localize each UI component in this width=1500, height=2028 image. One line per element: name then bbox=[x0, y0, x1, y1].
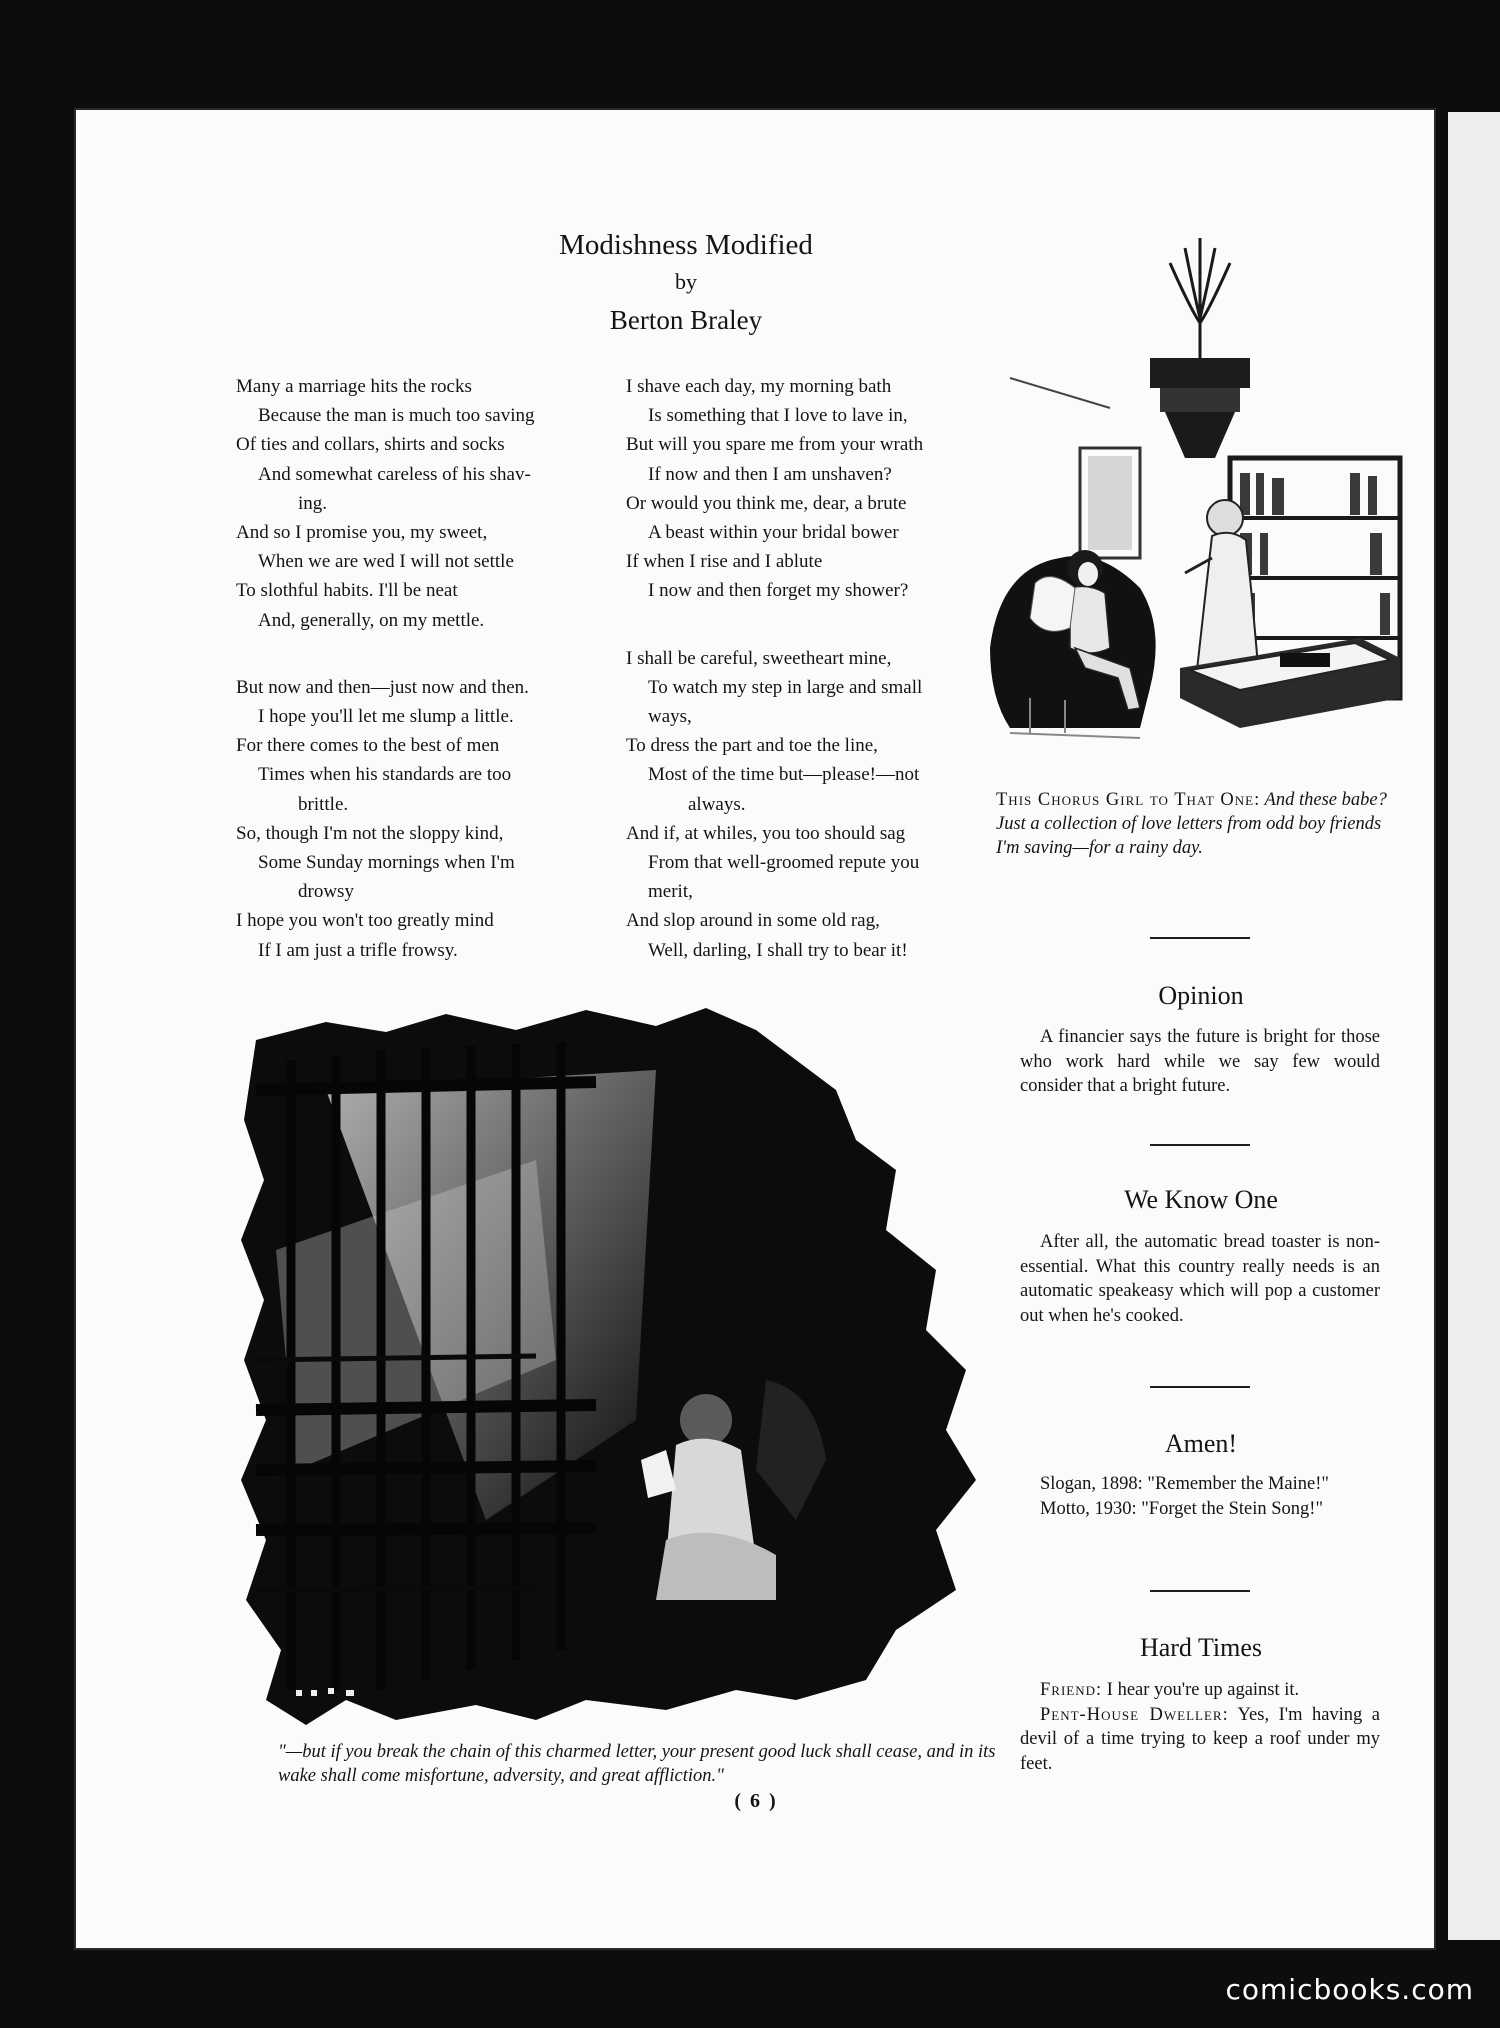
we-know-one-text: After all, the automatic bread toaster is non-essential. What this country really needs is an automatic speakeasy which will pop a customer out when he's cooked. bbox=[1020, 1232, 1380, 1326]
section-divider bbox=[1150, 1590, 1250, 1592]
poem-line: And so I promise you, my sweet, bbox=[236, 522, 488, 544]
caption-text: And these babe? Just a collection of love letters from odd boy friends I'm saving—for a rainy day. bbox=[996, 790, 1387, 858]
poem-line: Is something that I love to lave in, bbox=[648, 405, 908, 427]
magazine-page bbox=[74, 108, 1436, 1950]
poem-line: Because the man is much too saving bbox=[258, 405, 535, 427]
poem-line: Most of the time but—please!—not bbox=[648, 764, 920, 786]
poem-line: And slop around in some old rag, bbox=[626, 910, 880, 932]
poem-line: ing. bbox=[298, 492, 328, 514]
poem-line: If now and then I am unshaven? bbox=[648, 463, 892, 485]
poem-line: And, generally, on my mettle. bbox=[258, 609, 485, 631]
poem-column-2 bbox=[626, 372, 1021, 965]
dialogue-line bbox=[1020, 1678, 1380, 1703]
poem-line: always. bbox=[688, 793, 746, 815]
poem-line: ways, bbox=[648, 706, 692, 728]
poem-line: Times when his standards are too bbox=[258, 764, 512, 786]
page-number: ( 6 ) bbox=[734, 1790, 778, 1812]
poem-line: If I am just a trifle frowsy. bbox=[258, 939, 458, 961]
dialogue-text: I hear you're up against it. bbox=[1102, 1680, 1300, 1700]
poem-line: I now and then forget my shower? bbox=[648, 580, 909, 602]
poem-line: I shall be careful, sweetheart mine, bbox=[626, 647, 892, 669]
dialogue-line bbox=[1020, 1703, 1380, 1777]
section-divider bbox=[1150, 1144, 1250, 1146]
poem-line: And if, at whiles, you too should sag bbox=[626, 822, 906, 844]
section-divider bbox=[1150, 937, 1250, 939]
dialogue-text: Yes, I'm having a devil of a time trying to keep a roof under my feet. bbox=[1020, 1704, 1381, 1774]
poem-line: Of ties and collars, shirts and socks bbox=[236, 434, 505, 456]
dialogue-speaker: Friend: bbox=[1040, 1680, 1103, 1700]
we-know-one-body bbox=[1020, 1230, 1380, 1328]
poem-author: Berton Braley bbox=[609, 305, 763, 335]
stanza-break bbox=[626, 606, 1021, 644]
poem-line: A beast within your bridal bower bbox=[648, 522, 899, 544]
we-know-one-title: We Know One bbox=[1124, 1185, 1278, 1214]
poem-line: I shave each day, my morning bath bbox=[626, 376, 892, 397]
poem-line: brittle. bbox=[298, 793, 349, 815]
adjacent-page-edge bbox=[1448, 112, 1500, 1940]
site-watermark: comicbooks.com bbox=[1225, 1973, 1474, 2006]
hard-times-body bbox=[1020, 1678, 1380, 1776]
poem-line: And somewhat careless of his shav- bbox=[258, 463, 531, 485]
amen-motto: Motto, 1930: "Forget the Stein Song!" bbox=[1040, 1498, 1324, 1519]
opinion-title: Opinion bbox=[1158, 981, 1244, 1010]
poem-title: Modishness Modified bbox=[559, 229, 813, 261]
poem-line: Many a marriage hits the rocks bbox=[236, 376, 472, 397]
chorus-girls-illustration bbox=[990, 228, 1410, 748]
poem-line: For there comes to the best of men bbox=[236, 735, 500, 757]
poem-line: Well, darling, I shall try to bear it! bbox=[648, 939, 908, 961]
stanza-break bbox=[236, 635, 616, 673]
prison-cell-illustration bbox=[236, 1000, 1006, 1740]
amen-slogan: Slogan, 1898: "Remember the Maine!" bbox=[1040, 1474, 1329, 1494]
poem-line: To watch my step in large and small bbox=[648, 676, 923, 698]
poem-byline: by bbox=[675, 269, 697, 294]
dialogue-speaker: Pent-House Dweller: bbox=[1040, 1704, 1229, 1725]
hard-times-title: Hard Times bbox=[1139, 1633, 1263, 1662]
opinion-body bbox=[1020, 1025, 1380, 1099]
poem-line: I hope you won't too greatly mind bbox=[236, 910, 494, 932]
poem-line: But now and then—just now and then. bbox=[236, 676, 529, 698]
poem-line: If when I rise and I ablute bbox=[626, 551, 823, 573]
poem-column-1 bbox=[236, 372, 616, 965]
poem-line: merit, bbox=[648, 881, 693, 903]
amen-body bbox=[1020, 1472, 1380, 1521]
poem-line: When we are wed I will not settle bbox=[258, 551, 514, 573]
poem-line: drowsy bbox=[298, 881, 354, 903]
poem-line: To dress the part and toe the line, bbox=[626, 735, 878, 757]
poem-line: Some Sunday mornings when I'm bbox=[258, 852, 515, 874]
poem-line: I hope you'll let me slump a little. bbox=[258, 706, 514, 728]
poem-line: But will you spare me from your wrath bbox=[626, 434, 924, 456]
prison-cell-caption: "—but if you break the chain of this charmed letter, your present good luck shall cease, and in its wake shall come misfortune, adversity, and great affliction." bbox=[278, 1742, 996, 1786]
poem-line: Or would you think me, dear, a brute bbox=[626, 492, 907, 514]
poem-line: So, though I'm not the sloppy kind, bbox=[236, 822, 504, 844]
chorus-girls-caption bbox=[996, 788, 1404, 860]
amen-title: Amen! bbox=[1164, 1429, 1238, 1458]
section-divider bbox=[1150, 1386, 1250, 1388]
poem-line: To slothful habits. I'll be neat bbox=[236, 580, 458, 602]
opinion-text: A financier says the future is bright for those who work hard while we say few would consider that a bright future. bbox=[1020, 1027, 1380, 1096]
poem-line: From that well-groomed repute you bbox=[648, 852, 920, 874]
caption-speaker: This Chorus Girl to That One: bbox=[996, 790, 1261, 810]
